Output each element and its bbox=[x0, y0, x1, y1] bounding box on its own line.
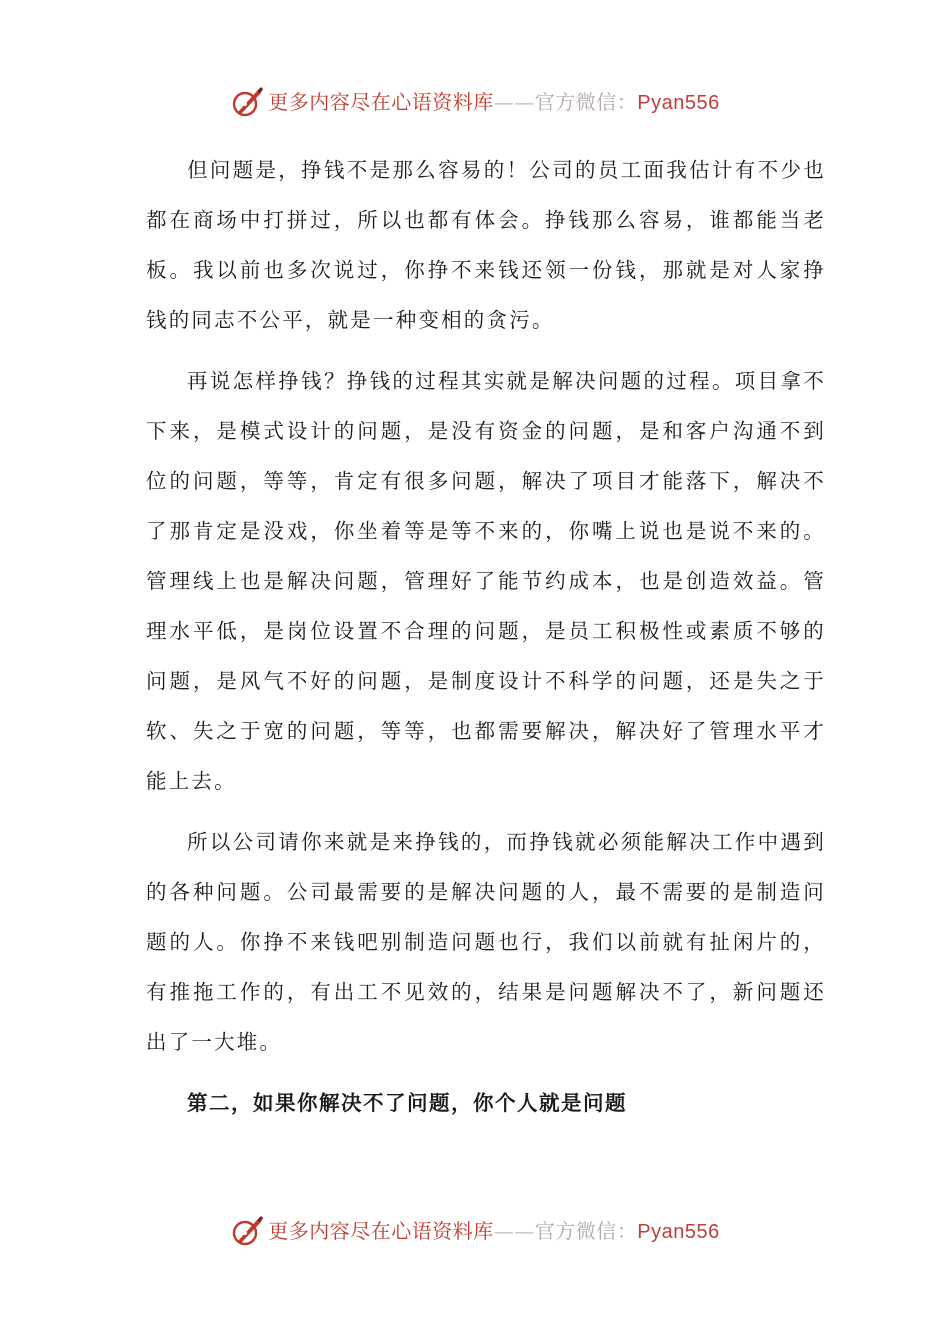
pen-nib-logo-icon bbox=[230, 1214, 264, 1248]
pen-nib-logo-icon bbox=[230, 85, 264, 119]
section-heading: 第二，如果你解决不了问题，你个人就是问题 bbox=[187, 1091, 627, 1115]
paragraph-1: 但问题是，挣钱不是那么容易的！公司的员工面我估计有不少也都在商场中打拼过，所以也都有体会。挣钱那么容易，谁都能当老板。我以前也多次说过，你挣不来钱还领一份钱，那就是对人家挣钱的同志不公平，就是一种变相的贪污。 bbox=[146, 158, 826, 332]
header-banner-dash: —— bbox=[493, 89, 535, 114]
document-body bbox=[146, 145, 826, 1128]
paragraph-3: 所以公司请你来就是来挣钱的，而挣钱就必须能解决工作中遇到的各种问题。公司最需要的是解决问题的人，最不需要的是制造问题的人。你挣不来钱吧别制造问题也行，我们以前就有扯闲片的，有推拖工作的，有出工不见效的，结果是问题解决不了，新问题还出了一大堆。 bbox=[146, 830, 826, 1054]
header-banner-site: 更多内容尽在心语资料库 bbox=[268, 89, 494, 114]
footer-banner-colon: ： bbox=[616, 1218, 638, 1243]
footer-banner bbox=[0, 1211, 950, 1251]
header-banner-text bbox=[268, 82, 719, 123]
paragraph-2: 再说怎样挣钱？挣钱的过程其实就是解决问题的过程。项目拿不下来，是模式设计的问题，是没有资金的问题，是和客户沟通不到位的问题，等等，肯定有很多问题，解决了项目才能落下，解决不了那肯定是没戏，你坐着等是等不来的，你嘴上说也是说不来的。管理线上也是解决问题，管理好了能节约成本，也是创造效益。管理水平低，是岗位设置不合理的问题，是员工积极性或素质不够的问题，是风气不好的问题，是制度设计不科学的问题，还是失之于软、失之于宽的问题，等等，也都需要解决，解决好了管理水平才能上去。 bbox=[146, 369, 826, 793]
header-banner-wechat-label: 官方微信 bbox=[534, 89, 617, 114]
footer-banner-wechat-id: Pyan556 bbox=[637, 1220, 720, 1243]
header-banner-wechat-id: Pyan556 bbox=[637, 91, 720, 114]
footer-banner-dash: —— bbox=[493, 1218, 535, 1243]
footer-banner-site: 更多内容尽在心语资料库 bbox=[268, 1218, 494, 1243]
header-banner bbox=[0, 82, 950, 122]
header-banner-colon: ： bbox=[616, 89, 638, 114]
footer-banner-text bbox=[268, 1211, 719, 1252]
footer-banner-wechat-label: 官方微信 bbox=[534, 1218, 617, 1243]
